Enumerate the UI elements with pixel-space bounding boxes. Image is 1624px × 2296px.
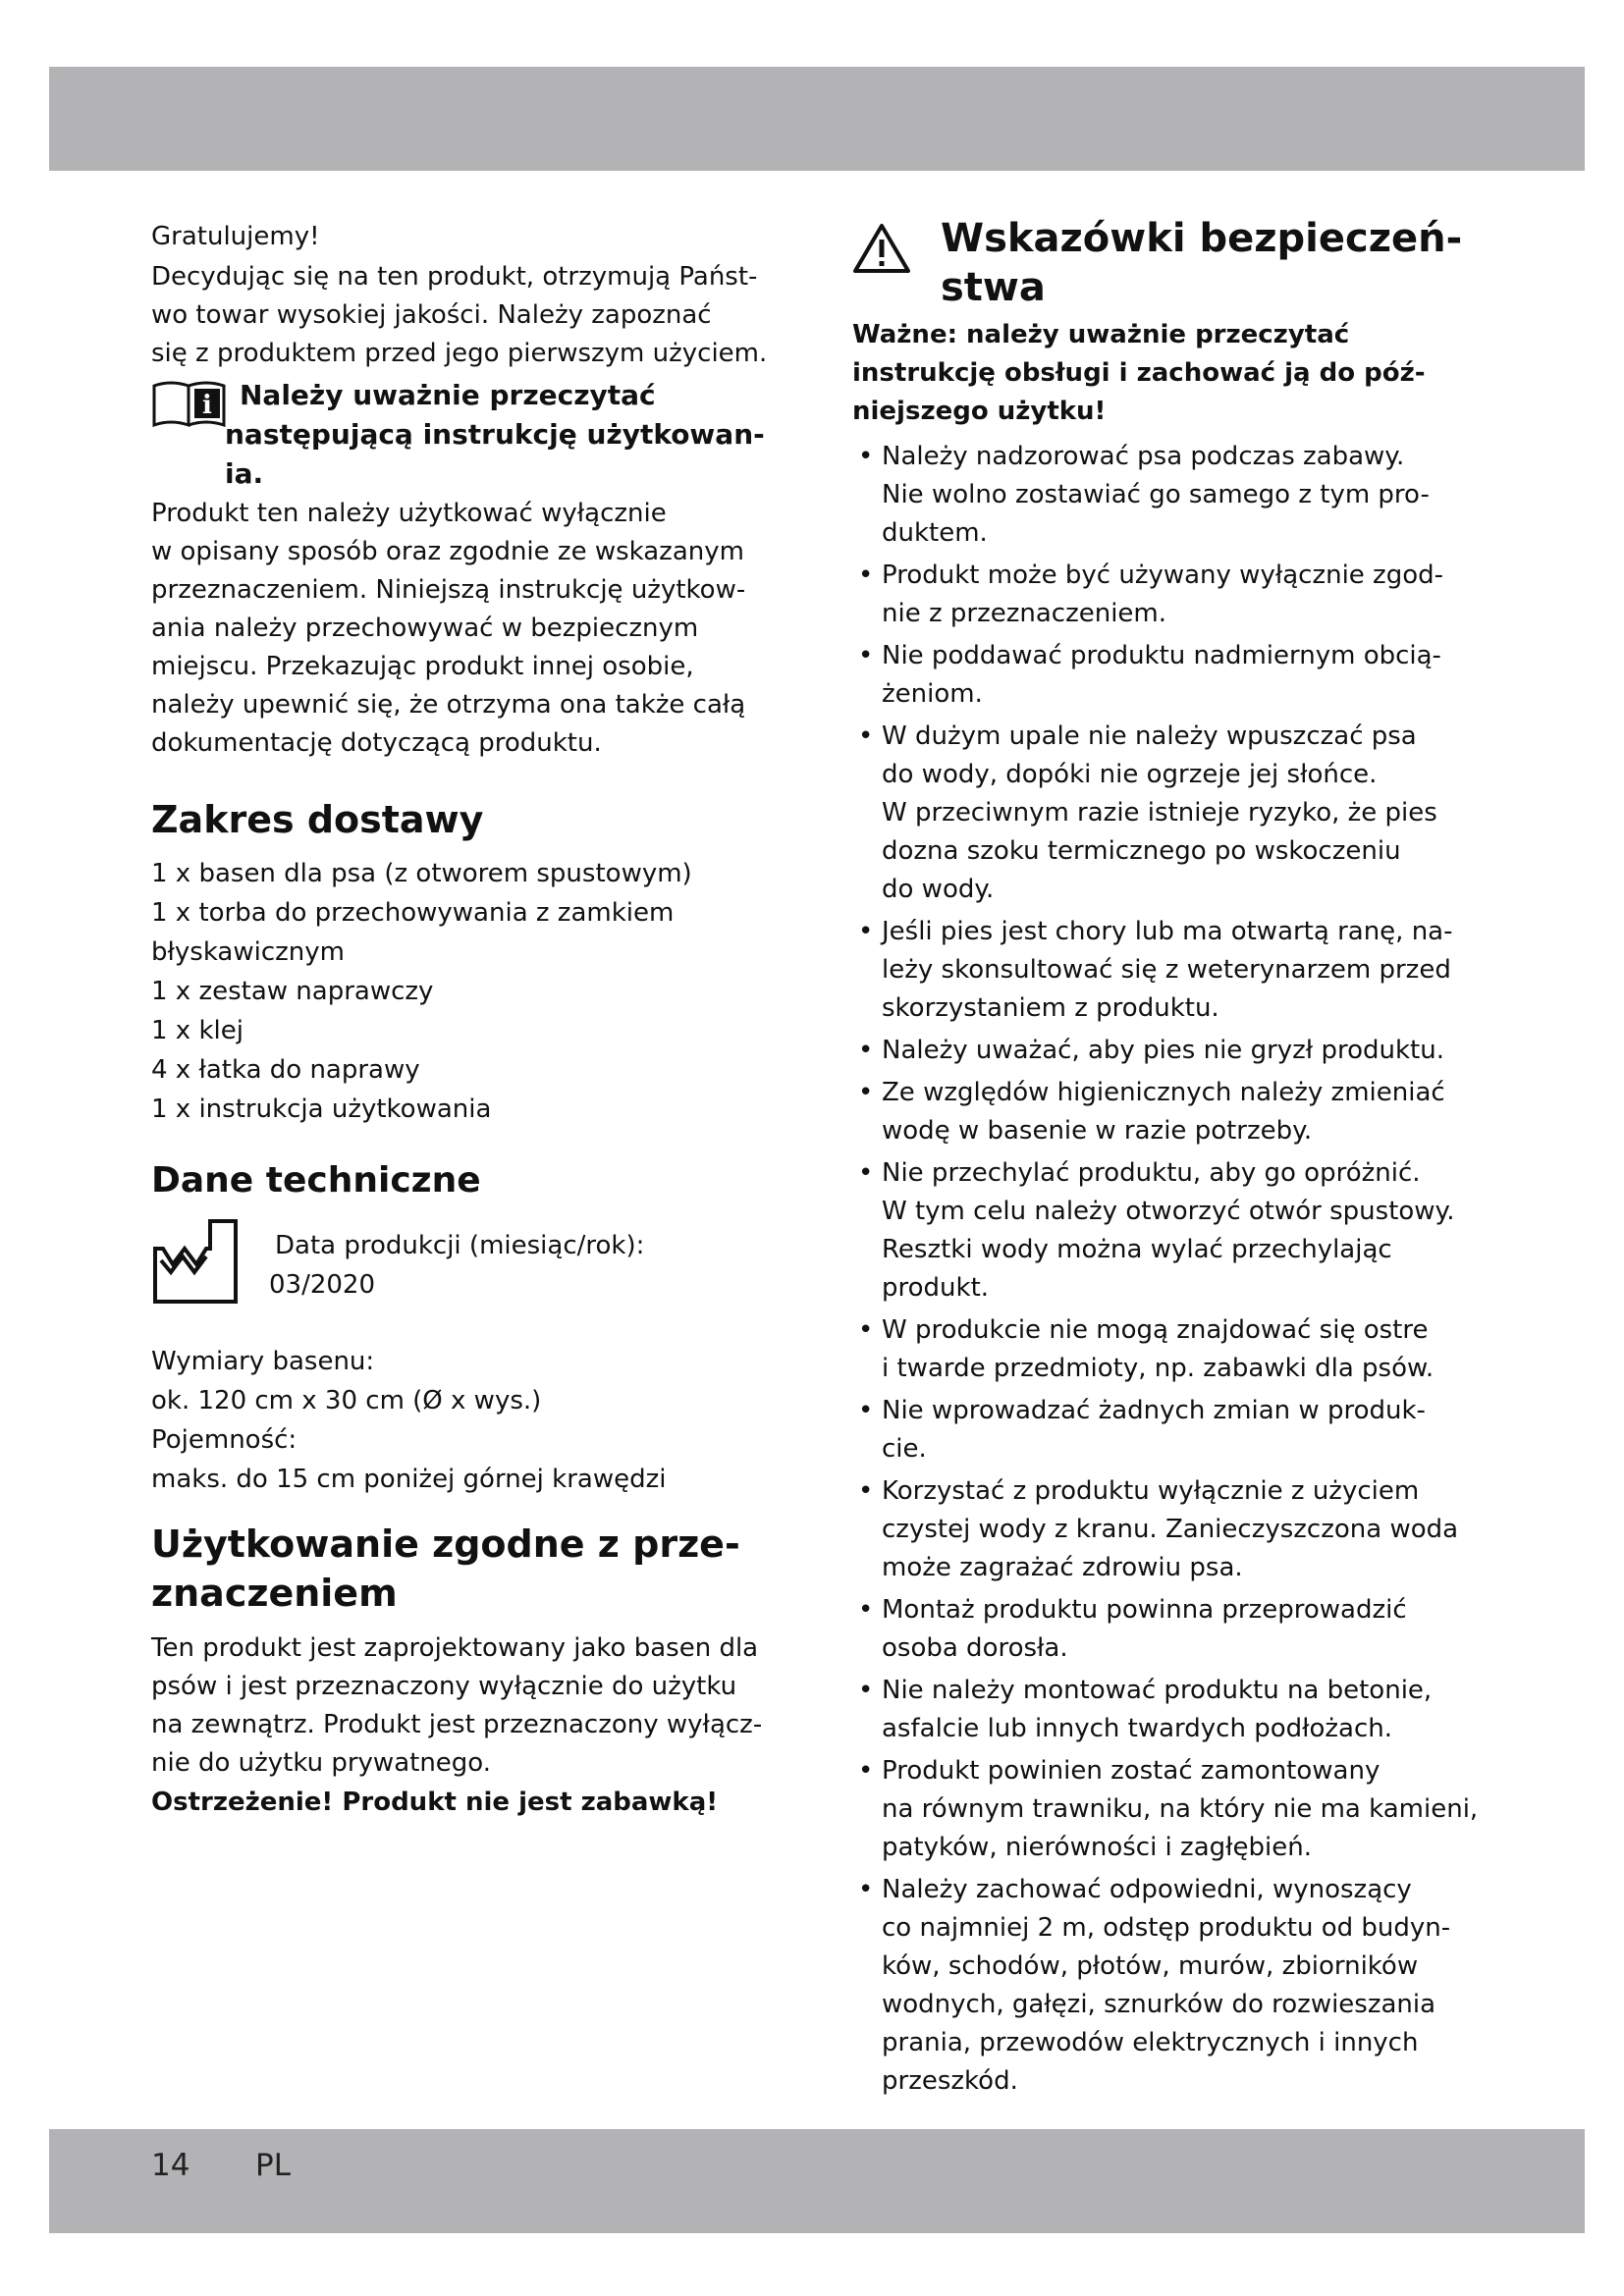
safety-important-note: Ważne: należy uważnie przeczytać instrukcję obsługi i zachować ją do póź- niejszego użytku!: [852, 320, 1426, 426]
bullet-symbol: •: [858, 561, 874, 590]
intended-use-heading: Użytkowanie zgodne z prze- znaczeniem: [151, 1522, 740, 1615]
intro-text: Decydując się na ten produkt, otrzymują Państ- wo towar wysokiej jakości. Należy zapoznać się z produktem przed jego pierwszym użyciem.: [151, 262, 768, 368]
list-item: • Nie przechylać produktu, aby go opróżnić. W tym celu należy otworzyć otwór spustowy. Resztki wody można wylać przechylając produkt.: [852, 1154, 1520, 1308]
capacity-value: maks. do 15 cm poniżej górnej krawędzi: [151, 1465, 667, 1494]
page-number: 14: [151, 2148, 190, 2183]
header-band: [49, 67, 1585, 171]
bullet-symbol: •: [858, 641, 874, 670]
read-notice-title-1: Należy uważnie przeczytać: [240, 379, 656, 411]
list-item: 4 x łatka do naprawy: [151, 1055, 420, 1085]
list-item: • W produkcie nie mogą znajdować się ostre i twarde przedmioty, np. zabawki dla psów.: [852, 1311, 1520, 1388]
language-code: PL: [255, 2148, 291, 2183]
bullet-symbol: •: [858, 1595, 874, 1625]
list-item: • Produkt może być używany wyłącznie zgod- nie z przeznaczeniem.: [852, 557, 1520, 633]
bullet-symbol: •: [858, 1875, 874, 1904]
technical-heading: Dane techniczne: [151, 1160, 481, 1201]
list-item: • Ze względów higienicznych należy zmieniać wodę w basenie w razie potrzeby.: [852, 1074, 1520, 1150]
list-item: • Należy uważać, aby pies nie gryzł produktu.: [852, 1032, 1520, 1070]
bullet-symbol: •: [858, 1315, 874, 1345]
production-date-label: Data produkcji (miesiąc/rok):: [275, 1231, 645, 1260]
list-item: • Nie poddawać produktu nadmiernym obcią- żeniom.: [852, 637, 1520, 714]
dimensions-label: Wymiary basenu:: [151, 1347, 375, 1376]
delivery-heading: Zakres dostawy: [151, 798, 484, 841]
bullet-symbol: •: [858, 442, 874, 471]
bullet-symbol: •: [858, 1036, 874, 1065]
list-item: 1 x instrukcja użytkowania: [151, 1095, 492, 1124]
list-item: • Jeśli pies jest chory lub ma otwartą ranę, na- leży skonsultować się z weterynarzem przed skorzystaniem z produktu.: [852, 913, 1520, 1028]
read-manual-icon: [151, 378, 232, 433]
list-item: • Produkt powinien zostać zamontowany na równym trawniku, na który nie ma kamieni, patyków, nierówności i zagłębień.: [852, 1752, 1520, 1867]
list-item: 1 x torba do przechowywania z zamkiem błyskawicznym: [151, 898, 675, 967]
greeting: Gratulujemy!: [151, 222, 320, 251]
svg-text:i: i: [202, 391, 212, 420]
toy-warning: Ostrzeżenie! Produkt nie jest zabawką!: [151, 1788, 719, 1817]
delivery-list: [151, 854, 780, 1129]
bullet-symbol: •: [858, 721, 874, 751]
list-item: 1 x basen dla psa (z otworem spustowym): [151, 859, 692, 888]
read-notice-text: Produkt ten należy użytkować wyłącznie w opisany sposób oraz zgodnie ze wskazanym przeznaczeniem. Niniejszą instrukcję użytkow- ania należy przechowywać w bezpiecznym miejscu. Przekazując produkt innej osobie, należy upewnić się, że otrzyma ona także całą dokumentację dotyczącą produktu.: [151, 499, 746, 758]
bullet-symbol: •: [858, 1676, 874, 1705]
list-item: • Nie wprowadzać żadnych zmian w produk- cie.: [852, 1392, 1520, 1468]
intended-use-text: Ten produkt jest zaprojektowany jako basen dla psów i jest przeznaczony wyłącznie do użytku na zewnątrz. Produkt jest przeznaczony wyłącz- nie do użytku prywatnego.: [151, 1633, 763, 1778]
capacity-label: Pojemność:: [151, 1425, 298, 1455]
bullet-symbol: •: [858, 1078, 874, 1107]
dimensions-value: ok. 120 cm x 30 cm (Ø x wys.): [151, 1386, 542, 1415]
list-item: • Należy nadzorować psa podczas zabawy. Nie wolno zostawiać go samego z tym pro- duktem.: [852, 438, 1520, 553]
read-notice-title-2: następującą instrukcję użytkowan- ia.: [225, 418, 765, 490]
bullet-symbol: •: [858, 1476, 874, 1506]
list-item: • Montaż produktu powinna przeprowadzić osoba dorosła.: [852, 1591, 1520, 1668]
list-item: 1 x klej: [151, 1016, 244, 1045]
list-item: • Korzystać z produktu wyłącznie z użyciem czystej wody z kranu. Zanieczyszczona woda może zagrażać zdrowiu psa.: [852, 1472, 1520, 1587]
safety-list: [852, 438, 1520, 2105]
bullet-symbol: •: [858, 917, 874, 946]
bullet-symbol: •: [858, 1158, 874, 1188]
warning-triangle-icon: [852, 222, 911, 279]
safety-heading: Wskazówki bezpieczeń- stwa: [941, 216, 1463, 310]
bullet-symbol: •: [858, 1396, 874, 1425]
bullet-symbol: •: [858, 1756, 874, 1786]
list-item: • Nie należy montować produktu na betonie, asfalcie lub innych twardych podłożach.: [852, 1672, 1520, 1748]
production-date-icon: [151, 1215, 242, 1309]
list-item: • Należy zachować odpowiedni, wynoszący co najmniej 2 m, odstęp produktu od budyn- ków, schodów, płotów, murów, zbiorników wodnych, gałęzi, sznurków do rozwieszania prania, przewodów elektrycznych i innych przeszkód.: [852, 1871, 1520, 2101]
list-item: 1 x zestaw naprawczy: [151, 977, 434, 1006]
production-date-value: 03/2020: [269, 1270, 376, 1300]
list-item: • W dużym upale nie należy wpuszczać psa do wody, dopóki nie ogrzeje jej słońce. W przeciwnym razie istnieje ryzyko, że pies dozna szoku termicznego po wskoczeniu do wody.: [852, 718, 1520, 909]
